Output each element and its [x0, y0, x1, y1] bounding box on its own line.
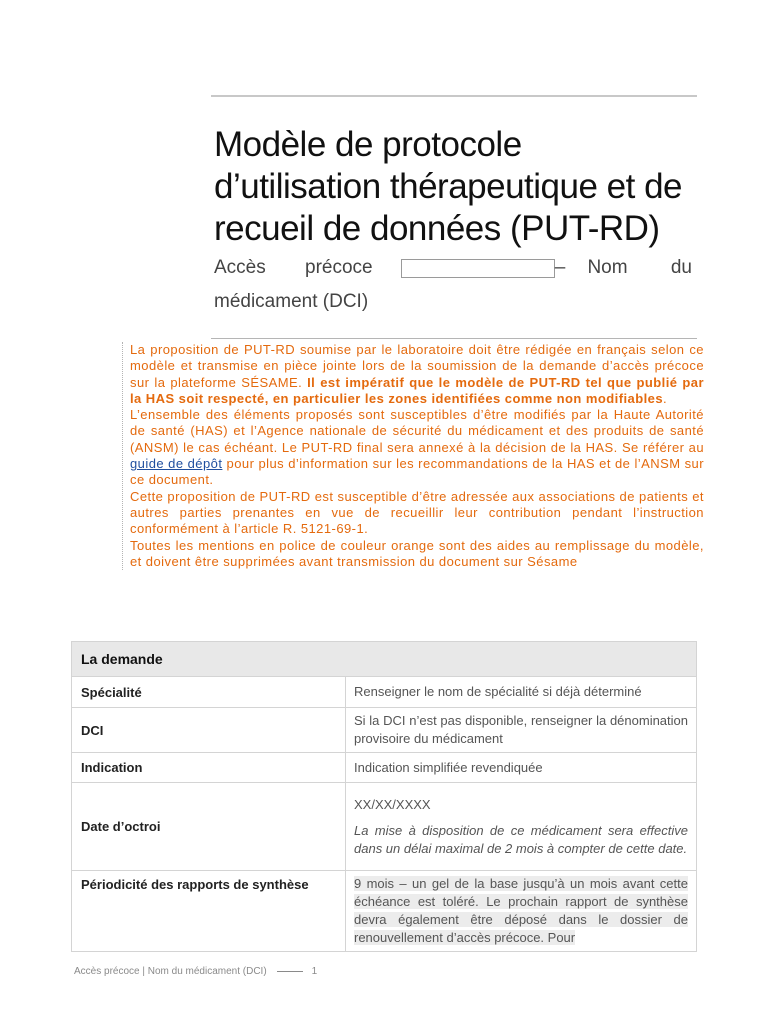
subtitle-suffix-end: médicament (DCI) [214, 291, 369, 312]
row-value[interactable]: Si la DCI n’est pas disponible, renseigner la dénomination provisoire du médicament [346, 708, 697, 753]
date-note: La mise à disposition de ce médicament sera effective dans un délai maximal de 2 mois à compter de cette date. [354, 822, 688, 856]
row-label: Périodicité des rapports de synthèse [72, 871, 346, 952]
instruction-paragraph [130, 342, 704, 407]
subtitle-line-2 [214, 286, 692, 318]
table-row [72, 677, 697, 708]
row-value[interactable]: Indication simplifiée revendiquée [346, 753, 697, 783]
instruction-text: L’ensemble des éléments proposés sont susceptibles d’être modifiés par la Haute Autorité de santé (HAS) et l’Agence nationale de sécurité du médicament et des produits de santé (ANSM) le cas échéant. Le PUT-RD final sera annexé à la décision de la HAS. Se référer au [130, 407, 704, 455]
instruction-bold: Il est impératif que le modèle de PUT-RD tel que publié par la HAS soit respecté, en particulier les zones identifiées comme non modifiables [130, 374, 704, 406]
row-label: Spécialité [72, 677, 346, 708]
date-placeholder: XX/XX/XXXX [354, 796, 431, 812]
row-label: DCI [72, 708, 346, 753]
table-row [72, 871, 697, 952]
instructions-block [122, 342, 704, 570]
instruction-text: La proposition de PUT-RD soumise par le laboratoire doit être rédigée en français selon ce modèle et transmise en pièce jointe lors de la soumission de la demande d’accès précoce sur la plateforme SÉSAME. [130, 342, 704, 390]
medication-name-field[interactable] [401, 259, 555, 278]
footer-divider [277, 971, 303, 972]
row-label: Indication [72, 753, 346, 783]
document-title: Modèle de protocole d’utilisation thérapeutique et de recueil de données (PUT-RD) [214, 125, 683, 248]
row-value[interactable] [346, 871, 697, 952]
footer-text: Accès précoce | Nom du médicament (DCI) [74, 966, 267, 977]
page-number: 1 [311, 966, 318, 977]
page-footer [74, 966, 317, 977]
table-header-row [72, 642, 697, 677]
table-row [72, 753, 697, 783]
instruction-paragraph: Cette proposition de PUT-RD est susceptible d’être adressée aux associations de patients et autres parties prenantes en vue de recueillir leur contribution pendant l’instruction conformément à l’article R. 5121-69-1. [130, 488, 704, 537]
instruction-text-end: . [663, 390, 668, 406]
top-rule [211, 95, 697, 97]
document-subtitle [214, 254, 692, 282]
guide-depot-link[interactable]: guide de dépôt [130, 456, 223, 472]
row-label: Date d’octroi [72, 783, 346, 871]
table-header: La demande [72, 642, 697, 677]
table-row [72, 783, 697, 871]
periodicite-text: 9 mois – un gel de la base jusqu’à un mois avant cette échéance est toléré. Le prochain rapport de synthèse devra également être déposé dans le dossier de renouvellement d’accès précoce. Pour [354, 876, 688, 945]
subtitle-suffix-start: Nom du [587, 257, 692, 278]
instruction-text-end: pour plus d’information sur les recommandations de la HAS et de l’ANSM sur ce document. [130, 456, 704, 488]
subtitle-dash: – [554, 257, 566, 278]
subtitle-prefix: Accès précoce [214, 257, 373, 278]
instruction-paragraph [130, 407, 704, 488]
row-value[interactable] [346, 783, 697, 871]
subtitle-rule [211, 338, 697, 339]
row-value[interactable]: Renseigner le nom de spécialité si déjà déterminé [346, 677, 697, 708]
demand-table [71, 641, 697, 952]
table-row [72, 708, 697, 753]
instruction-paragraph: Toutes les mentions en police de couleur orange sont des aides au remplissage du modèle, et doivent être supprimées avant transmission du document sur Sésame [130, 537, 704, 569]
